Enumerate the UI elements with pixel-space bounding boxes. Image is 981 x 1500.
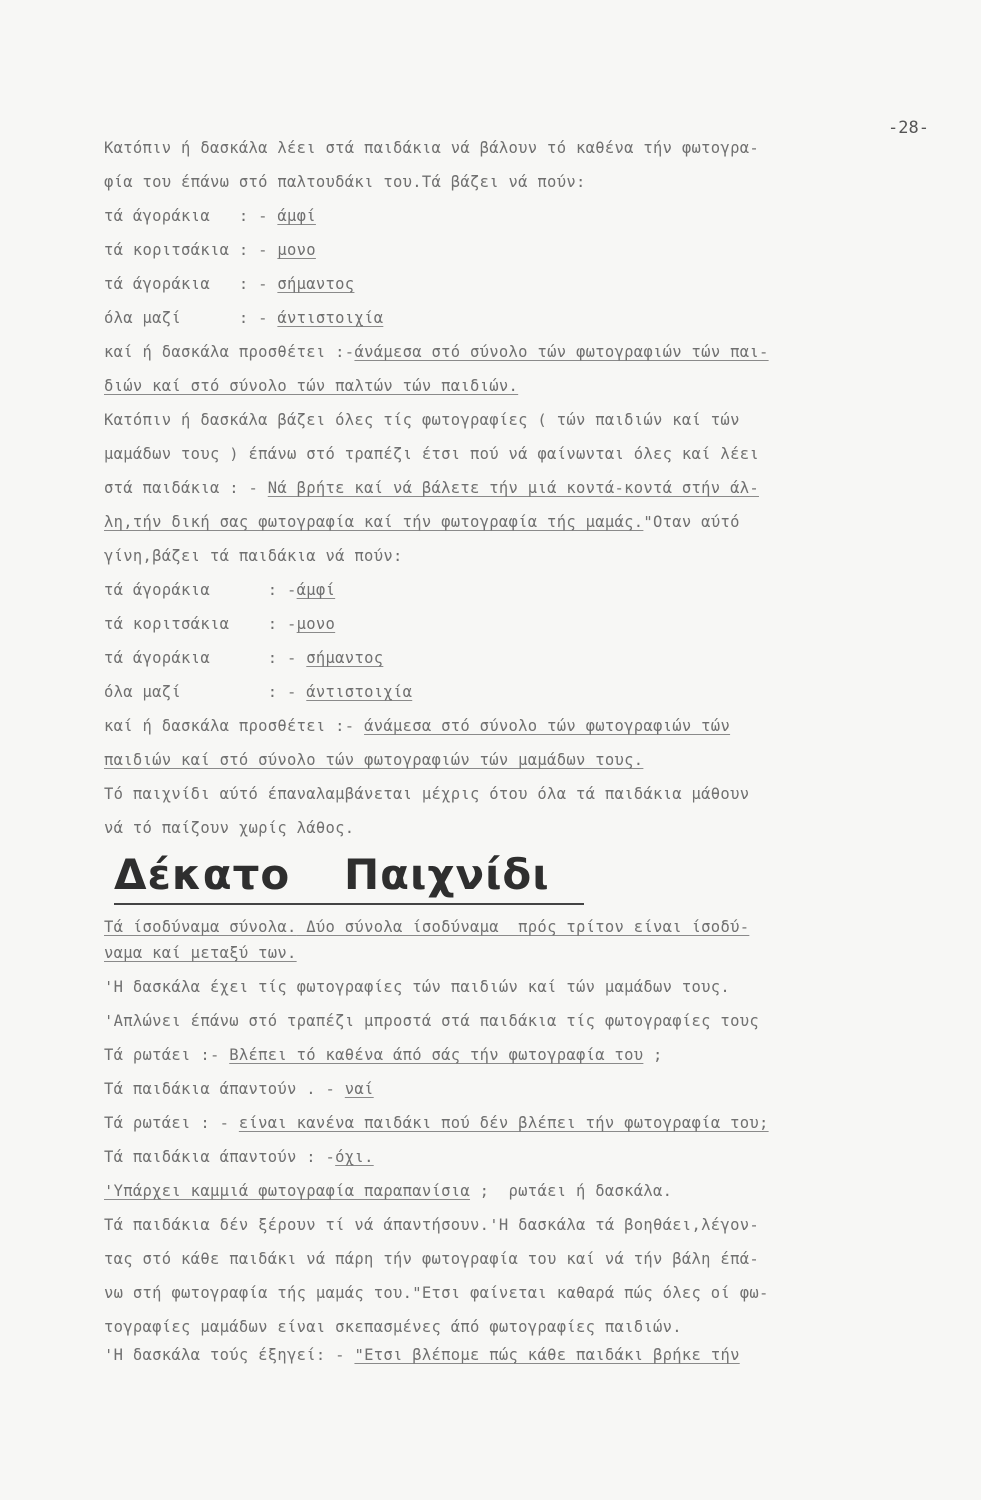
text-line [104, 581, 335, 599]
text-line [104, 445, 759, 463]
underlined-text: Δύο σύνολα ίσοδύναμα πρός τρίτον είναι ίσοδύ- [296, 918, 750, 936]
text-line [104, 1012, 759, 1030]
underlined-text: άμφί [277, 207, 316, 225]
text-line [104, 411, 740, 429]
text-line [104, 819, 354, 837]
line-text: φία του έπάνω στό παλτουδάκι του.Τά βάζει νά πούν: [104, 173, 586, 191]
line-text: όλα μαζί : - [104, 683, 307, 701]
line-text: όλα μαζί : - [104, 309, 278, 327]
underlined-text: παιδιών καί στό σύνολο τών φωτογραφιών τών μαμάδων τους. [104, 751, 644, 769]
underlined-text: είναι κανένα παιδάκι πού δέν βλέπει τήν φωτογραφία του; [238, 1114, 769, 1132]
line-text: Τό παιχνίδι αύτό έπαναλαμβάνεται μέχρις ότου όλα τά παιδάκια μάθουν [104, 785, 750, 803]
underlined-text: Νά βρήτε καί νά βάλετε τήν μιά κοντά-κοντά στήν άλ- [267, 479, 759, 497]
text-line [104, 1250, 759, 1268]
line-text: τά κοριτσάκια : - [104, 241, 278, 259]
text-line [104, 1216, 759, 1234]
underlined-text: ναί [344, 1080, 374, 1098]
line-text: τας στό κάθε παιδάκι νά πάρη τήν φωτογραφία του καί νά τήν βάλη έπά- [104, 1250, 759, 1268]
text-line [104, 1318, 682, 1336]
text-line [104, 139, 759, 157]
text-line [104, 1182, 672, 1200]
line-text: νω στή φωτογραφία τής μαμάς του."Ετσι φαίνεται καθαρά πώς όλες οί φω- [104, 1284, 769, 1302]
text-line [104, 918, 749, 936]
text-line [104, 1046, 663, 1064]
heading-word: Δέκατο [114, 850, 291, 899]
line-text: ; ρωτάει ή δασκάλα. [470, 1182, 673, 1200]
underlined-text: σήμαντος [306, 649, 384, 667]
text-line [104, 479, 759, 497]
text-line [104, 785, 749, 803]
line-text: Κατόπιν ή δασκάλα λέει στά παιδάκια νά βάλουν τό καθένα τήν φωτογρα- [104, 139, 759, 157]
underlined-text: μονο [277, 241, 316, 259]
line-text: 'Η δασκάλα έχει τίς φωτογραφίες τών παιδιών καί τών μαμάδων τους. [104, 978, 731, 996]
line-text: μαμάδων τους ) έπάνω στό τραπέζι έτσι πού νά φαίνωνται όλες καί λέει [104, 445, 759, 463]
text-line [104, 751, 643, 769]
text-line [104, 1148, 374, 1166]
line-text: καί ή δασκάλα προσθέτει :- [104, 343, 355, 361]
text-line [104, 717, 730, 735]
underlined-text: ναμα καί μεταξύ των. [104, 944, 297, 962]
text-line [104, 1284, 769, 1302]
line-text: τά άγοράκια : - [104, 649, 307, 667]
line-text: τογραφίες μαμάδων είναι σκεπασμένες άπό φωτογραφίες παιδιών. [104, 1318, 682, 1336]
line-text: τά κοριτσάκια : - [104, 615, 297, 633]
text-line [104, 1080, 374, 1098]
text-line [104, 513, 740, 531]
text-line [104, 309, 383, 327]
underlined-text: λη,τήν δική σας φωτογραφία καί τήν φωτογραφία τής μαμάς. [104, 513, 644, 531]
underlined-text: διών καί στό σύνολο τών παλτών τών παιδιών. [104, 377, 519, 395]
line-text: Τά παιδάκια άπαντούν . - [104, 1080, 345, 1098]
heading-word: Παιχνίδι [344, 850, 550, 899]
line-text: γίνη,βάζει τά παιδάκια νά πούν: [104, 547, 403, 565]
line-text: ; [643, 1046, 663, 1064]
line-text: Τά παιδάκια δέν ξέρουν τί νά άπαντήσουν.'Η δασκάλα τά βοηθάει,λέγον- [104, 1216, 759, 1234]
line-text: καί ή δασκάλα προσθέτει :- [104, 717, 365, 735]
underlined-text: άντιστοιχία [306, 683, 413, 701]
line-text: Τά ρωτάει : - [104, 1114, 239, 1132]
text-line [104, 343, 769, 361]
text-line [104, 1346, 740, 1364]
text-line [104, 547, 403, 565]
text-line [104, 207, 316, 225]
line-text: 'Απλώνει έπάνω στό τραπέζι μπροστά στά παιδάκια τίς φωτογραφίες τους [104, 1012, 759, 1030]
line-text: τά άγοράκια : - [104, 207, 278, 225]
underlined-text: όχι. [335, 1148, 374, 1166]
underlined-text: "Ετσι βλέπομε πώς κάθε παιδάκι βρήκε τήν [354, 1346, 740, 1364]
underlined-text: άνάμεσα στό σύνολο τών φωτογραφιών τών [364, 717, 731, 735]
underlined-text: Τά ίσοδύναμα σύνολα. [104, 918, 297, 936]
underlined-text: σήμαντος [277, 275, 355, 293]
text-line [104, 615, 335, 633]
section-heading [114, 850, 550, 899]
line-text: τά άγοράκια : - [104, 275, 278, 293]
underlined-text: μονο [296, 615, 336, 633]
underlined-text: Βλέπει τό καθένα άπό σάς τήν φωτογραφία του [229, 1046, 644, 1064]
text-line [104, 173, 586, 191]
text-line [104, 944, 297, 962]
page-number: -28- [888, 118, 929, 138]
text-line [104, 1114, 769, 1132]
underlined-text: άμφί [296, 581, 336, 599]
line-text: 'Η δασκάλα τούς έξηγεί: - [104, 1346, 355, 1364]
text-line [104, 683, 412, 701]
line-text: στά παιδάκια : - [104, 479, 268, 497]
text-line [104, 377, 518, 395]
underlined-text: άνάμεσα στό σύνολο τών φωτογραφιών τών παι- [354, 343, 769, 361]
underlined-text: 'Υπάρχει καμμιά φωτογραφία παραπανίσια [104, 1182, 471, 1200]
underlined-text: άντιστοιχία [277, 309, 384, 327]
line-text: Τά ρωτάει :- [104, 1046, 230, 1064]
line-text: Κατόπιν ή δασκάλα βάζει όλες τίς φωτογραφίες ( τών παιδιών καί τών [104, 411, 740, 429]
text-line [104, 275, 354, 293]
heading-underline [114, 903, 584, 905]
text-line [104, 649, 383, 667]
text-line [104, 978, 730, 996]
line-text: Τά παιδάκια άπαντούν : - [104, 1148, 336, 1166]
line-text: "Οταν αύτό [643, 513, 740, 531]
text-line [104, 241, 316, 259]
line-text: τά άγοράκια : - [104, 581, 297, 599]
line-text: νά τό παίζουν χωρίς λάθος. [104, 819, 355, 837]
